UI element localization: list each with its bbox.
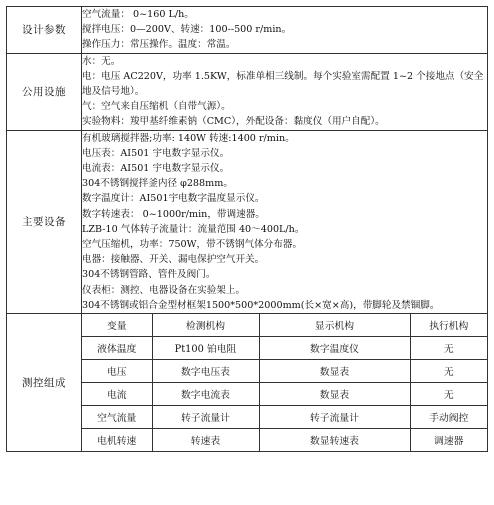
- control-cell: 空气流量: [82, 406, 152, 429]
- control-cell: 无: [410, 383, 487, 406]
- control-cell: 电压: [82, 360, 152, 383]
- equipment-line: 304不锈钢或铝合金型材框架1500*500*2000mm(长×宽×高)，带脚轮及禁锢脚。: [82, 299, 440, 311]
- control-header-cell: 执行机构: [410, 314, 487, 337]
- utilities-content: [82, 53, 488, 130]
- control-cell: 电机转速: [82, 429, 152, 452]
- control-table-row: [82, 337, 487, 360]
- control-cell: Pt100 铂电阻: [152, 337, 259, 360]
- design-params-content: [82, 7, 488, 54]
- design-line: 空气流量： 0~160 L/h。: [82, 9, 194, 20]
- control-header-cell: 检测机构: [152, 314, 259, 337]
- control-cell: 数字电压表: [152, 360, 259, 383]
- control-cell: 无: [410, 337, 487, 360]
- utilities-label: 公用设施: [7, 53, 82, 130]
- control-cell: 数字电流表: [152, 383, 259, 406]
- control-content: [82, 314, 488, 452]
- control-cell: 转子流量计: [259, 406, 410, 429]
- design-line: 操作压力：常压操作。温度：常温。: [82, 39, 236, 51]
- utilities-line: 实验物料：羧甲基纤维素钠（CMC），外配设备：黏度仪（用户自配）。: [82, 116, 385, 128]
- control-cell: 数字温度仪: [259, 337, 410, 360]
- utilities-line: 电：电压 AC220V，功率 1.5KW，标准单相三线制。每个实验室需配置 1~2 个接地点（安全地及信号地）。: [82, 70, 484, 98]
- control-header-cell: 显示机构: [259, 314, 410, 337]
- equipment-label: 主要设备: [7, 130, 82, 313]
- spec-document: [6, 6, 488, 452]
- equipment-line: 电压表：AI501 宇电数字显示仪。: [82, 147, 230, 159]
- control-cell: 转速表: [152, 429, 259, 452]
- spec-table: [6, 6, 488, 452]
- equipment-line: 空气压缩机，功率：750W，带不锈钢气体分布器。: [82, 239, 303, 251]
- control-table-row: [82, 429, 487, 452]
- equipment-line: 仪表柜：测控、电器设备在实验架上。: [82, 284, 246, 296]
- equipment-line: 数字转速表： 0~1000r/min，带调速器。: [82, 208, 265, 220]
- control-cell: 手动阀控: [410, 406, 487, 429]
- control-row: [7, 314, 488, 452]
- design-params-label: 设计参数: [7, 7, 82, 54]
- control-cell: 数显表: [259, 383, 410, 406]
- control-table: [82, 314, 487, 451]
- control-table-row: [82, 360, 487, 383]
- utilities-line: 水：无。: [82, 55, 121, 67]
- utilities-row: [7, 53, 488, 130]
- control-cell: 调速器: [410, 429, 487, 452]
- control-table-row: [82, 383, 487, 406]
- equipment-line: 304不锈钢搅拌釜内径 φ288mm。: [82, 178, 233, 190]
- control-cell: 数显表: [259, 360, 410, 383]
- control-header-cell: 变量: [82, 314, 152, 337]
- design-params-row: [7, 7, 488, 54]
- equipment-row: [7, 130, 488, 313]
- equipment-line: LZB-10 气体转子流量计：流量范围 40～400L/h。: [82, 223, 305, 235]
- equipment-line: 有机玻璃搅拌器;功率: 140W 转速:1400 r/min。: [82, 132, 295, 144]
- control-cell: 电流: [82, 383, 152, 406]
- control-cell: 无: [410, 360, 487, 383]
- equipment-line: 304不锈钢管路、管件及阀门。: [82, 269, 216, 281]
- utilities-line: 气：空气来自压缩机（自带气源）。: [82, 101, 231, 113]
- equipment-line: 数字温度计：AI501宇电数字温度显示仪。: [82, 193, 265, 205]
- equipment-content: [82, 130, 488, 313]
- control-cell: 数显转速表: [259, 429, 410, 452]
- equipment-line: 电器：接触器、开关、漏电保护空气开关。: [82, 254, 265, 266]
- control-cell: 液体温度: [82, 337, 152, 360]
- control-cell: 转子流量计: [152, 406, 259, 429]
- control-label: 测控组成: [7, 314, 82, 452]
- equipment-line: 电流表：AI501 宇电数字显示仪。: [82, 163, 230, 175]
- control-header-row: [82, 314, 487, 337]
- design-line: 搅拌电压：0—200V、转速：100--500 r/min。: [82, 24, 292, 36]
- control-table-row: [82, 406, 487, 429]
